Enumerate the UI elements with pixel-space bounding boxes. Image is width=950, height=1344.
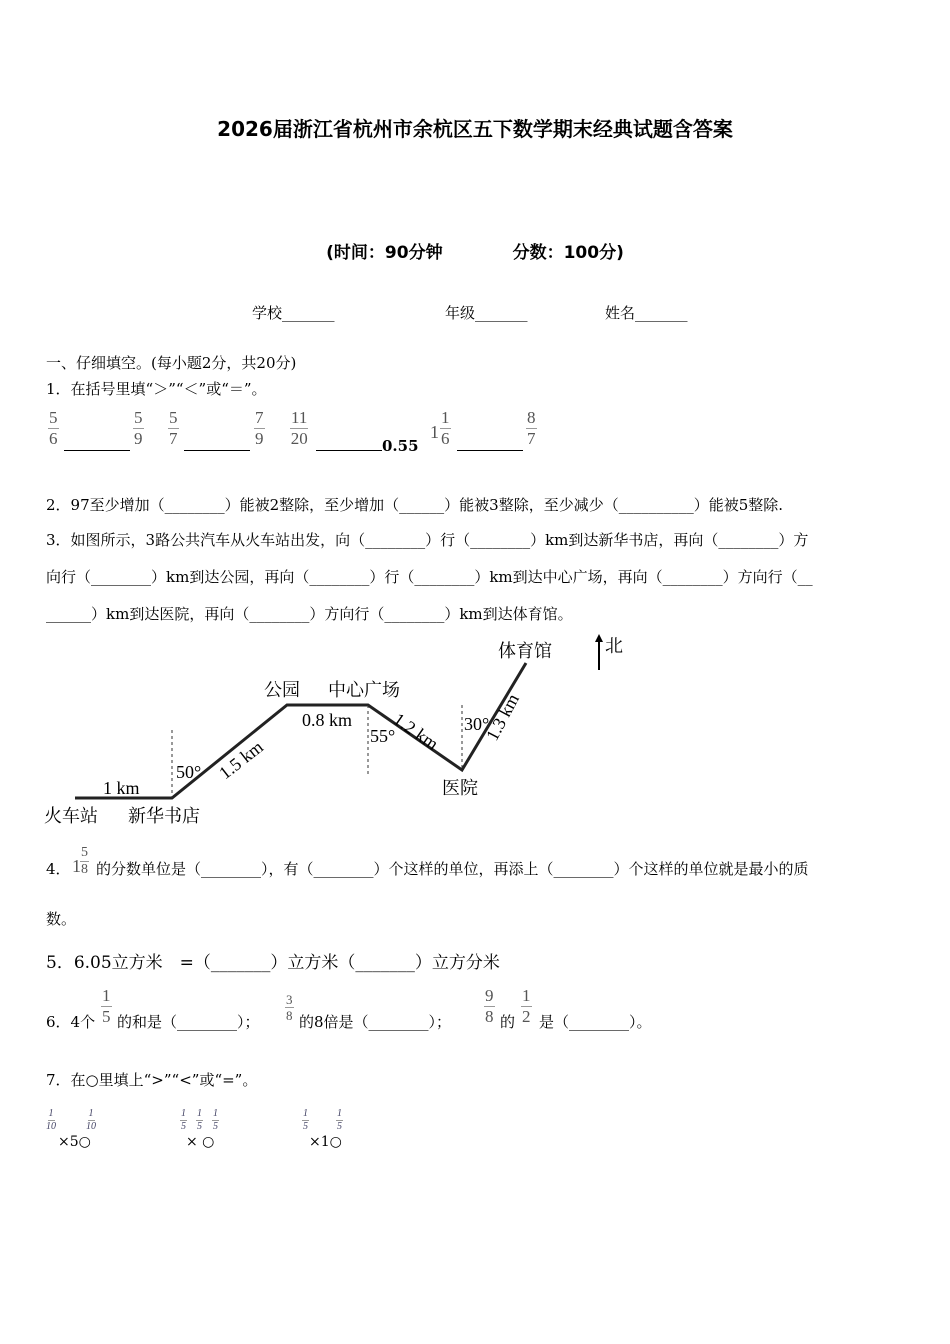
distance-label: 0.8 km [302,710,353,730]
num: 1 [197,1108,202,1119]
num: 5 [81,845,88,860]
den: 5 [181,1121,186,1132]
distance-label: 1.5 km [215,736,267,784]
north-label: 北 [605,636,623,656]
angle-label: 50° [176,762,202,782]
compare-op[interactable]: ×5○ [58,1134,91,1150]
num: 1 [213,1108,218,1119]
station-label: 体育馆 [498,641,552,661]
subtitle [0,238,950,263]
num: 1 [48,1108,54,1119]
school-field: 学校_______ [252,304,335,322]
num: 1 [522,986,531,1005]
station-label: 医院 [442,778,478,798]
num: 1 [441,408,450,427]
answer-blank[interactable] [184,436,250,451]
den: 8 [81,862,88,877]
question-1: 1．在括号里填“＞”“＜”或“＝”。 [46,380,267,398]
den: 7 [169,429,178,448]
den: 5 [337,1121,342,1132]
section-heading: 一、仔细填空。(每小题2分，共20分) [46,354,297,372]
answer-blank[interactable] [64,436,130,451]
den: 5 [197,1121,202,1132]
num: 5 [169,408,178,427]
name-field: 姓名_______ [605,304,688,322]
doc-title: 2026届浙江省杭州市余杭区五下数学期末经典试题含答案 [217,117,733,141]
num: 1 [181,1108,186,1119]
num: 1 [88,1108,94,1119]
angle-label: 55° [370,726,396,746]
den: 8 [286,1008,293,1023]
num: 1 [337,1108,342,1119]
num: 1 [102,986,111,1005]
den: 10 [86,1121,96,1132]
den: 20 [290,429,308,448]
station-label: 新华书店 [128,806,200,826]
q6-text: 是（________）。 [539,1013,652,1031]
angle-label: 30° [464,714,490,734]
answer-blank[interactable] [457,436,523,451]
den: 6 [49,429,58,448]
compare-op[interactable]: × ○ [186,1134,215,1150]
den: 9 [134,429,143,448]
question-5: 5．6.05立方米 =（_______）立方米（_______）立方分米 [46,953,500,973]
decimal: 0.55 [382,437,419,455]
q6-text: 的 [500,1013,516,1031]
den: 8 [485,1007,494,1026]
den: 5 [102,1007,111,1026]
den: 9 [255,429,264,448]
den: 7 [527,429,536,448]
station-label: 火车站 [44,806,98,826]
q4-text: 的分数单位是（________），有（________）个这样的单位，再添上（________）个这样的单位就是最小的质 [96,860,809,878]
num: 11 [291,408,308,427]
station-label: 中心广场 [328,680,400,700]
compare-op[interactable]: ×1○ [309,1134,342,1150]
distance-label: 1.3 km [481,690,524,744]
question-3-line2: 向行（________）km到达公园，再向（________）行（________）km到达中心广场，再向（________）方向行（__ [46,568,813,586]
den: 5 [303,1121,308,1132]
q4-text2: 数。 [46,910,77,928]
question-2: 2．97至少增加（________）能被2整除，至少增加（______）能被3整除，至少减少（__________）能被5整除. [46,496,784,514]
question-7: 7．在○里填上“>”“<”或“=”。 [46,1071,258,1089]
score-info: 分数：100分) [512,243,624,263]
distance-label: 1.2 km [389,708,443,754]
num: 7 [255,408,264,427]
whole: 1 [72,856,81,876]
answer-blank[interactable] [316,436,382,451]
question-3-line3: ______）km到达医院，再向（________）方向行（________）km到达体育馆。 [46,605,573,623]
station-label: 公园 [264,680,300,700]
num: 5 [49,408,58,427]
den: 10 [46,1121,56,1132]
route-diagram [0,630,950,830]
num: 3 [286,992,293,1007]
den: 2 [522,1007,531,1026]
distance-label: 1 km [103,778,140,798]
den: 6 [441,429,450,448]
num: 5 [134,408,143,427]
num: 8 [527,408,536,427]
question-3-line1: 3．如图所示，3路公共汽车从火车站出发，向（________）行（________）km到达新华书店，再向（________）方 [46,531,809,549]
q6-text: 6．4个 [46,1013,96,1031]
num: 9 [485,986,494,1005]
time-info: (时间：90分钟 [326,243,443,263]
den: 5 [213,1121,218,1132]
q6-text: 的8倍是（________）； [299,1013,452,1031]
num: 1 [303,1108,308,1119]
q4-number: 4． [46,860,71,878]
grade-field: 年级_______ [445,304,528,322]
q6-text: 的和是（________）； [117,1013,260,1031]
whole: 1 [430,422,439,442]
